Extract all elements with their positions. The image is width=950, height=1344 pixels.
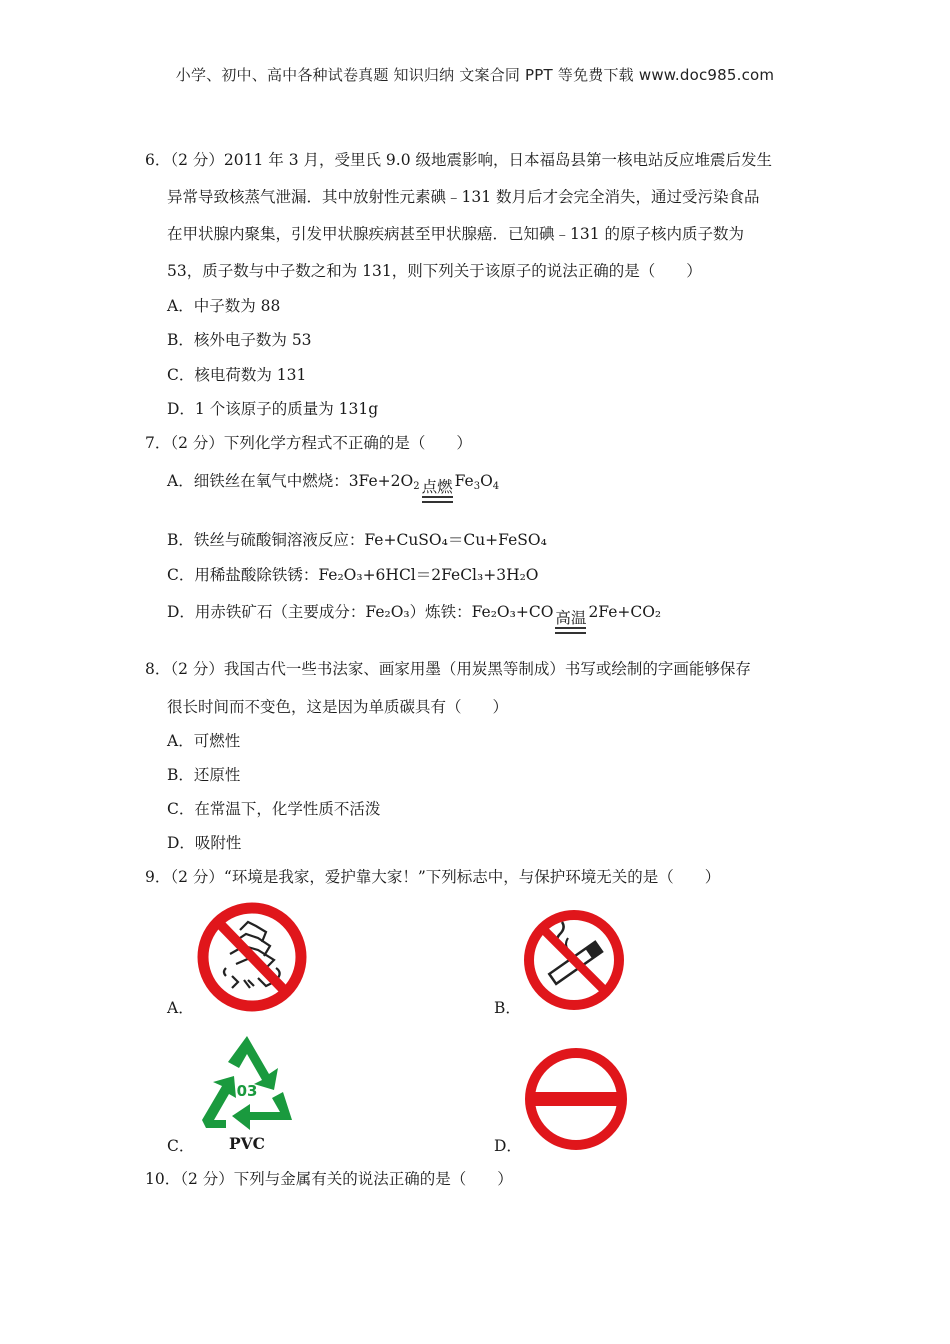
q6-line-2: 异常导致核蒸气泄漏．其中放射性元素碘﹣131 数月后才会完全消失，通过受污染食品 (167, 188, 760, 206)
recycle-triangle-sign-icon[interactable] (192, 1032, 302, 1132)
q7-a-sub2: 3 (473, 481, 481, 492)
q9-option-c-label[interactable]: C． (167, 1137, 195, 1155)
no-smoking-sign-icon[interactable] (522, 908, 626, 1012)
recycle-number: 03 (236, 1082, 258, 1100)
q8-option-d[interactable]: D．吸附性 (167, 834, 242, 852)
equals-sign (555, 627, 586, 634)
q7-option-c[interactable]: C．用稀盐酸除铁锈：Fe₂O₃+6HCl＝2FeCl₃+3H₂O (167, 566, 539, 584)
q7-stem: 7．（2 分）下列化学方程式不正确的是（ ） (145, 434, 472, 452)
q9-stem: 9．（2 分）“环境是我家，爱护靠大家！”下列标志中，与保护环境无关的是（ ） (145, 868, 721, 886)
reaction-condition (422, 479, 453, 503)
q7-d-prefix: D．用赤铁矿石（主要成分：Fe₂O₃）炼铁：Fe₂O₃+CO (167, 603, 554, 621)
recycle-material-label: PVC (229, 1134, 266, 1153)
q8-line-1: 8．（2 分）我国古代一些书法家、画家用墨（用炭黑等制成）书写或绘制的字画能够保存 (145, 660, 751, 678)
q7-a-prefix: A．细铁丝在氧气中燃烧：3Fe+2O (167, 472, 414, 490)
q9-option-b-label[interactable]: B． (494, 999, 521, 1017)
q10-stem: 10．（2 分）下列与金属有关的说法正确的是（ ） (145, 1170, 513, 1188)
no-burning-waste-sign-icon[interactable] (196, 902, 308, 1012)
condition-text: 点燃 (421, 478, 453, 496)
q7-option-a[interactable] (167, 469, 499, 497)
q7-option-d[interactable] (167, 600, 661, 628)
q9-option-d-label[interactable]: D． (494, 1137, 522, 1155)
no-entry-sign-icon[interactable] (522, 1046, 630, 1152)
equals-sign (422, 496, 453, 503)
q7-option-b[interactable]: B．铁丝与硫酸铜溶液反应：Fe+CuSO₄＝Cu+FeSO₄ (167, 531, 547, 549)
q6-line-4: 53，质子数与中子数之和为 131，则下列关于该原子的说法正确的是（ ） (167, 262, 702, 280)
q6-line-3: 在甲状腺内聚集，引发甲状腺疾病甚至甲状腺癌．已知碘﹣131 的原子核内质子数为 (167, 225, 745, 243)
condition-text: 高温 (555, 609, 587, 627)
q8-option-b[interactable]: B．还原性 (167, 766, 241, 784)
q6-option-c[interactable]: C．核电荷数为 131 (167, 366, 307, 384)
q9-option-a-label[interactable]: A． (167, 999, 194, 1017)
reaction-condition (555, 610, 586, 634)
q7-a-suffix2: O (480, 472, 493, 490)
q6-line-1: 6．（2 分）2011 年 3 月，受里氏 9.0 级地震影响，日本福岛县第一核电站反应堆震后发生 (145, 151, 772, 169)
q7-a-sub3: 4 (492, 481, 500, 492)
q8-option-c[interactable]: C．在常温下，化学性质不活泼 (167, 800, 381, 818)
q6-option-a[interactable]: A．中子数为 88 (167, 297, 281, 315)
q6-option-b[interactable]: B．核外电子数为 53 (167, 331, 312, 349)
q8-option-a[interactable]: A．可燃性 (167, 732, 241, 750)
page-header: 小学、初中、高中各种试卷真题 知识归纳 文案合同 PPT 等免费下载 www.doc985.com (175, 66, 775, 84)
q7-d-suffix: 2Fe+CO₂ (588, 603, 662, 621)
q7-a-sub1: 2 (413, 481, 420, 492)
q8-line-2: 很长时间而不变色，这是因为单质碳具有（ ） (167, 698, 509, 716)
q6-option-d[interactable]: D．1 个该原子的质量为 131g (167, 400, 379, 418)
q7-a-suffix: Fe (454, 472, 474, 490)
